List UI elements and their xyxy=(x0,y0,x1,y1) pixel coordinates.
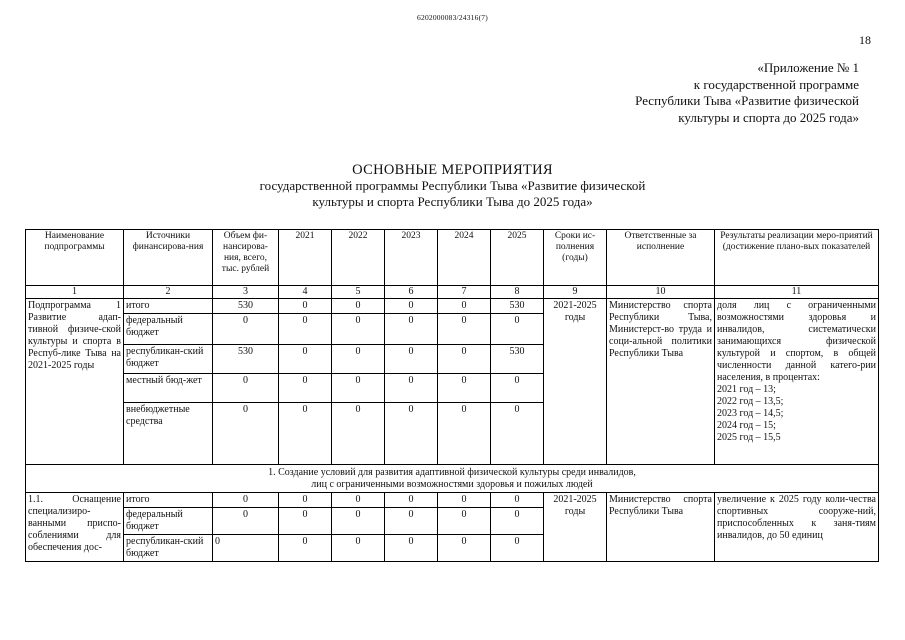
funding-total: 0 xyxy=(213,508,279,535)
funding-2025: 530 xyxy=(491,345,544,374)
funding-2024: 0 xyxy=(438,403,491,465)
funding-2023: 0 xyxy=(385,314,438,345)
header-cell: Наименование подпрограммы xyxy=(26,230,124,286)
expected-results: увеличение к 2025 году коли-чества спортивных сооруже-ний, приспособленных к заня-тиям инвалидов, до 50 единиц xyxy=(715,493,879,562)
funding-2023: 0 xyxy=(385,403,438,465)
header-cell: Сроки ис-полнения (годы) xyxy=(544,230,607,286)
result-year: 2021 год – 13; xyxy=(717,384,776,395)
funding-2021: 0 xyxy=(279,535,332,562)
section-line: лиц с ограниченными возможностями здоровья и пожилых людей xyxy=(311,478,593,490)
funding-2021: 0 xyxy=(279,374,332,403)
column-number-row xyxy=(26,286,879,299)
funding-source: республикан-ский бюджет xyxy=(124,345,213,374)
page-number: 18 xyxy=(859,33,871,47)
funding-2025: 530 xyxy=(491,299,544,314)
annex-line: Республики Тыва «Развитие физической xyxy=(635,93,859,108)
funding-2023: 0 xyxy=(385,493,438,508)
funding-2023: 0 xyxy=(385,345,438,374)
funding-2025: 0 xyxy=(491,508,544,535)
funding-source: внебюджетные средства xyxy=(124,403,213,465)
column-number: 10 xyxy=(607,286,715,299)
funding-2024: 0 xyxy=(438,299,491,314)
annex-note xyxy=(539,60,859,126)
funding-2024: 0 xyxy=(438,314,491,345)
execution-term: 2021-2025 годы xyxy=(544,299,607,465)
header-cell: Результаты реализации меро-приятий (достижение плано-вых показателей xyxy=(715,230,879,286)
section-line: 1. Создание условий для развития адаптивной физической культуры среди инвалидов, xyxy=(268,467,636,478)
funding-2025: 0 xyxy=(491,374,544,403)
column-number: 3 xyxy=(213,286,279,299)
funding-2022: 0 xyxy=(332,345,385,374)
column-number: 1 xyxy=(26,286,124,299)
funding-2024: 0 xyxy=(438,508,491,535)
responsible-party: Министерство спорта Республики Тыва xyxy=(607,493,715,562)
header-cell: 2023 xyxy=(385,230,438,286)
funding-2021: 0 xyxy=(279,314,332,345)
section-row xyxy=(26,465,879,493)
table-row xyxy=(26,299,879,314)
funding-2023: 0 xyxy=(385,299,438,314)
funding-2022: 0 xyxy=(332,314,385,345)
header-cell: 2021 xyxy=(279,230,332,286)
column-number: 2 xyxy=(124,286,213,299)
header-cell: 2024 xyxy=(438,230,491,286)
column-number: 5 xyxy=(332,286,385,299)
funding-2024: 0 xyxy=(438,345,491,374)
funding-source: итого xyxy=(124,299,213,314)
funding-total: 0 xyxy=(213,535,279,562)
funding-2025: 0 xyxy=(491,314,544,345)
measures-table xyxy=(25,229,879,562)
header-row xyxy=(26,230,879,286)
funding-source: местный бюд-жет xyxy=(124,374,213,403)
funding-total: 530 xyxy=(213,345,279,374)
header-cell: 2025 xyxy=(491,230,544,286)
result-year: 2023 год – 14,5; xyxy=(717,408,784,419)
funding-total: 0 xyxy=(213,493,279,508)
funding-2025: 0 xyxy=(491,403,544,465)
funding-2022: 0 xyxy=(332,299,385,314)
column-number: 7 xyxy=(438,286,491,299)
funding-source: итого xyxy=(124,493,213,508)
subprogram-name: Подпрограмма 1 Развитие адап-тивной физиче-ской культуры и спорта в Респуб-лике Тыва на 2021-2025 годы xyxy=(26,299,124,465)
funding-2021: 0 xyxy=(279,345,332,374)
responsible-party: Министерство спорта Республики Тыва, Министерст-во труда и соци-альной политики Республики Тыва xyxy=(607,299,715,465)
funding-2022: 0 xyxy=(332,535,385,562)
header-cell: Объем фи-нансирова-ния, всего, тыс. рублей xyxy=(213,230,279,286)
funding-2023: 0 xyxy=(385,508,438,535)
header-cell: 2022 xyxy=(332,230,385,286)
result-year: 2025 год – 15,5 xyxy=(717,432,781,443)
funding-total: 0 xyxy=(213,374,279,403)
execution-term: 2021-2025 годы xyxy=(544,493,607,562)
document-id: 6202000083/24316(7) xyxy=(417,13,488,22)
section-title xyxy=(26,465,879,493)
funding-source: федеральный бюджет xyxy=(124,314,213,345)
result-text: доля лиц с ограниченными возможностями здоровья и инвалидов, систематически занимающихся физической культурой и спортом, в общей численности данной катего-рии населения, в процентах: xyxy=(717,300,876,383)
funding-2022: 0 xyxy=(332,508,385,535)
funding-2021: 0 xyxy=(279,299,332,314)
expected-results xyxy=(715,299,879,465)
annex-line: «Приложение № 1 xyxy=(757,60,859,75)
column-number: 6 xyxy=(385,286,438,299)
funding-2025: 0 xyxy=(491,493,544,508)
funding-2024: 0 xyxy=(438,535,491,562)
heading-subtitle: государственной программы Республики Тыва «Развитие физической xyxy=(259,178,646,193)
funding-2021: 0 xyxy=(279,403,332,465)
column-number: 8 xyxy=(491,286,544,299)
annex-line: культуры и спорта до 2025 года» xyxy=(678,109,859,125)
funding-2025: 0 xyxy=(491,535,544,562)
measure-name: 1.1. Оснащение специализиро-ванными приспо-соблениями для обеспечения дос- xyxy=(26,493,124,562)
header-cell: Ответственные за исполнение xyxy=(607,230,715,286)
funding-source: федеральный бюджет xyxy=(124,508,213,535)
header-cell: Источники финансирова-ния xyxy=(124,230,213,286)
column-number: 11 xyxy=(715,286,879,299)
heading-title: ОСНОВНЫЕ МЕРОПРИЯТИЯ xyxy=(352,162,553,178)
funding-2021: 0 xyxy=(279,508,332,535)
funding-2022: 0 xyxy=(332,403,385,465)
annex-line: к государственной программе xyxy=(693,76,859,92)
table-row xyxy=(26,493,879,508)
funding-2021: 0 xyxy=(279,493,332,508)
result-year: 2022 год – 13,5; xyxy=(717,396,784,407)
column-number: 4 xyxy=(279,286,332,299)
funding-total: 0 xyxy=(213,403,279,465)
funding-2023: 0 xyxy=(385,535,438,562)
funding-source: республикан-ский бюджет xyxy=(124,535,213,562)
result-year: 2024 год – 15; xyxy=(717,420,776,431)
funding-2024: 0 xyxy=(438,374,491,403)
funding-total: 530 xyxy=(213,299,279,314)
heading-subtitle: культуры и спорта Республики Тыва до 2025 года» xyxy=(312,194,593,209)
column-number: 9 xyxy=(544,286,607,299)
funding-total: 0 xyxy=(213,314,279,345)
funding-2023: 0 xyxy=(385,374,438,403)
funding-2022: 0 xyxy=(332,493,385,508)
funding-2022: 0 xyxy=(332,374,385,403)
funding-2024: 0 xyxy=(438,493,491,508)
document-heading xyxy=(0,162,905,210)
